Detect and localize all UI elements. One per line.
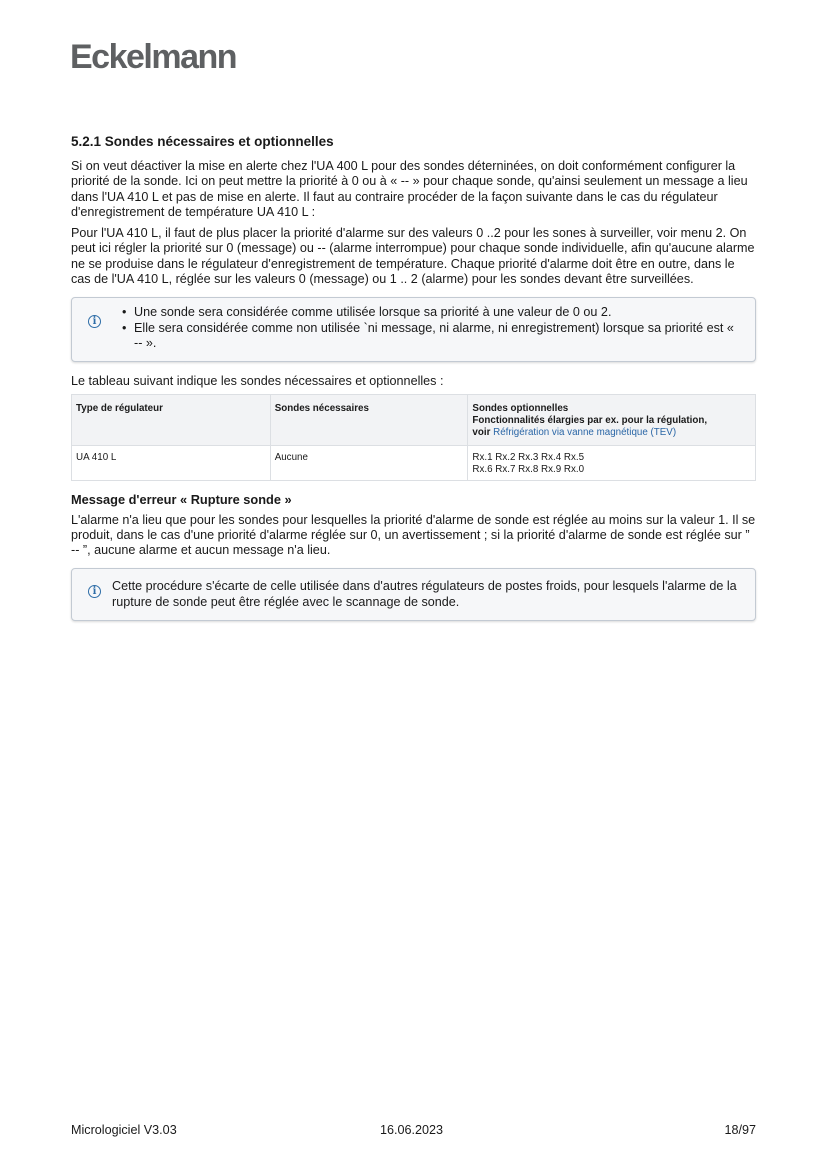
col-header-necessary: Sondes nécessaires xyxy=(270,394,468,445)
sensors-table xyxy=(71,394,756,481)
info-box xyxy=(71,297,756,362)
info-list xyxy=(120,305,741,351)
info-icon: i xyxy=(88,315,101,328)
voir-label: voir xyxy=(472,426,491,438)
paragraph-2: Pour l'UA 410 L, il faut de plus placer la priorité d'alarme sur des valeurs 0 ..2 pour les sones à surveiller, voir menu 2. On peut ici régler la priorité sur 0 (message) ou -- (alarme interrompue) pour chaque sonde individuelle, afin qu'aucune alarme ne se produise dans le régulateur d'enregistrement de température. Chaque priorité d'alarme doit être en outre, dans le cas de l'UA 410 L, réglée sur les valeurs 0 (message) ou 1 .. 2 (alarme) pour les sondes devant être surveillées. xyxy=(71,226,755,287)
paragraph-1: Si on veut déactiver la mise en alerte chez l'UA 400 L pour des sondes déterninées, on doit conformément configurer la priorité de la sonde. Ici on peut mettre la priorité à 0 ou à « -- » pour chaque sonde, qu'ainsi seulement un message a lieu dans l'UA 410 L et pas de mise en alerte. Il faut au contraire procéder de la façon suivante dans le cas du régulateur d'enregistrement de température UA 410 L : xyxy=(71,159,748,219)
main-content xyxy=(71,134,756,633)
col-header-optional-title: Sondes optionnelles xyxy=(472,402,569,414)
info-note: Cette procédure s'écarte de celle utilisée dans d'autres régulateurs de postes froids, pour lesquels l'alarme de la rupture de sonde peut être réglée avec le scannage de sonde. xyxy=(112,579,737,609)
footer-firmware: Micrologiciel V3.03 xyxy=(71,1123,177,1137)
footer-page-number: 18/97 xyxy=(724,1123,756,1137)
table-row xyxy=(72,445,756,480)
cell-optional-line: Rx.1 Rx.2 Rx.3 Rx.4 Rx.5 xyxy=(472,451,585,463)
error-message-title: Message d'erreur « Rupture sonde » xyxy=(71,491,292,507)
col-header-optional-ref xyxy=(472,427,751,439)
error-message-text: L'alarme n'a lieu que pour les sondes pour lesquelles la priorité d'alarme de sonde est réglée au moins sur la valeur 1. Il se produit, dans le cas d'une priorité d'alarme réglée sur 0, un avertissement ; si la priorité d'alarme de sonde est réglée sur ” -- ”, aucune alarme et aucun message n'a lieu. xyxy=(71,512,756,558)
cell-optional-line: Rx.6 Rx.7 Rx.8 Rx.9 Rx.0 xyxy=(472,463,585,475)
tev-link[interactable]: Réfrigération via vanne magnétique (TEV) xyxy=(493,426,677,438)
col-header-optional xyxy=(468,394,756,445)
cell-type: UA 410 L xyxy=(72,445,271,480)
info-icon: i xyxy=(88,585,101,598)
table-header-row xyxy=(72,394,756,445)
table-intro: Le tableau suivant indique les sondes nécessaires et optionnelles : xyxy=(71,374,444,389)
col-header-optional-subtitle: Fonctionnalités élargies par ex. pour la régulation, xyxy=(472,414,708,426)
col-header-type: Type de régulateur xyxy=(72,394,271,445)
info-box xyxy=(71,568,756,621)
logo: Eckelmann xyxy=(70,38,237,76)
cell-necessary: Aucune xyxy=(270,445,468,480)
info-list-item: • Une sonde sera considérée comme utilisée lorsque sa priorité à une valeur de 0 ou 2. xyxy=(134,305,741,320)
info-list-item: • Elle sera considérée comme non utilisée `ni message, ni alarme, ni enregistrement) lorsque sa priorité est « -- ». xyxy=(134,321,741,352)
footer-date: 16.06.2023 xyxy=(380,1123,444,1137)
section-title: 5.2.1 Sondes nécessaires et optionnelles xyxy=(71,134,334,149)
cell-optional xyxy=(468,445,756,480)
